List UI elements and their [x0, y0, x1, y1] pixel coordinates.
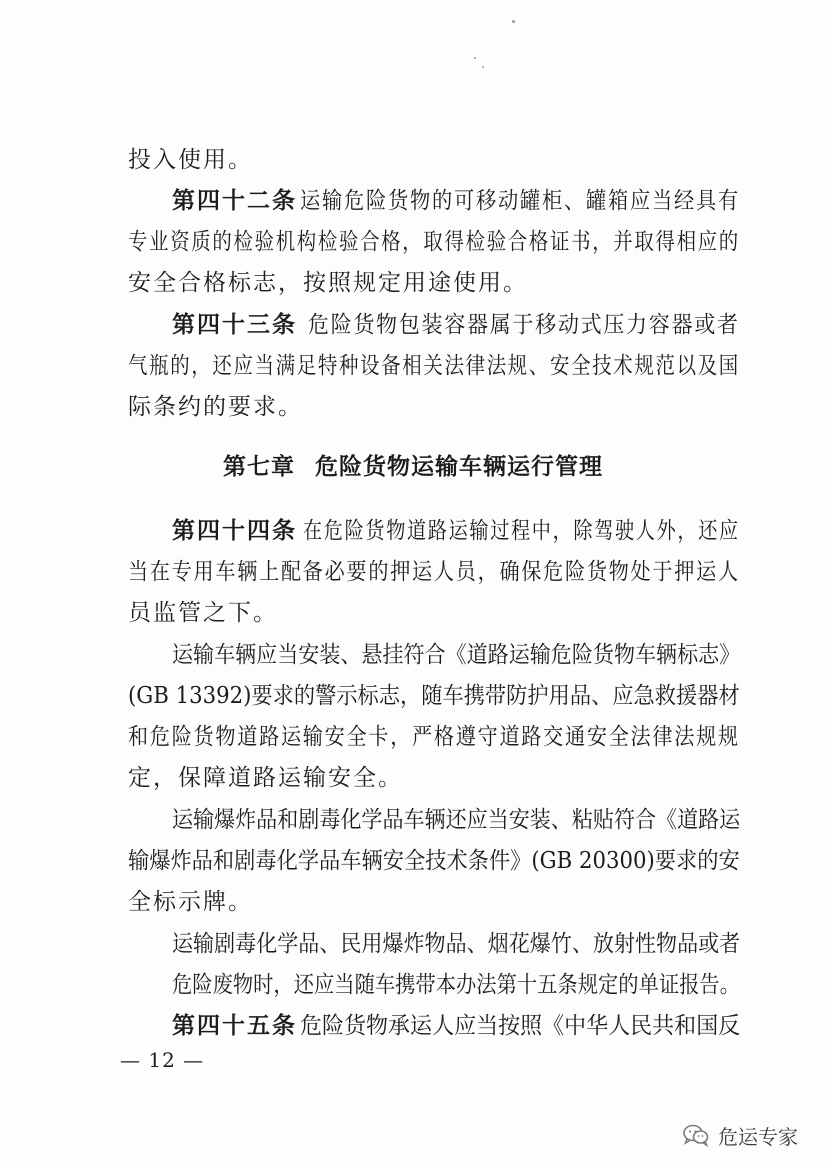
line-text: 输爆炸品和剧毒化学品车辆安全技术条件》(GB 20300)要求的安 — [128, 848, 740, 874]
scan-speck — [512, 20, 515, 23]
scan-speck — [482, 66, 484, 68]
line-text: 气瓶的，还应当满足特种设备相关法律法规、安全技术规范以及国 — [128, 353, 740, 379]
body-line — [0, 389, 826, 425]
body-line — [0, 678, 826, 714]
line-text: 定，保障道路运输安全。 — [128, 765, 403, 791]
scan-speck — [474, 57, 476, 59]
line-text: 安全合格标志，按照规定用途使用。 — [128, 270, 528, 296]
line-text: 运输危险货物的可移动罐柜、罐箱应当经具有 — [300, 188, 740, 214]
body-line — [0, 760, 826, 796]
line-text: 和危险货物道路运输安全卡，严格遵守道路交通安全法律法规规 — [128, 724, 740, 750]
line-text: 投入使用。 — [128, 147, 253, 173]
wechat-icon — [682, 1123, 710, 1147]
line-text: 全标示牌。 — [128, 889, 253, 915]
page-number: — 12 — — [120, 1048, 205, 1072]
line-text: 在危险货物道路运输过程中，除驾驶人外，还应 — [303, 518, 740, 544]
line-text: (GB 13392)要求的警示标志，随车携带防护用品、应急救援器材 — [128, 683, 740, 709]
article-43-line — [0, 307, 826, 343]
line-text: 运输剧毒化学品、民用爆炸物品、烟花爆竹、放射性物品或者 — [172, 931, 741, 957]
line-text: 员监管之下。 — [128, 600, 278, 626]
article-42-line — [0, 183, 826, 219]
body-line — [0, 265, 826, 301]
body-line — [0, 142, 826, 178]
body-line — [0, 637, 826, 673]
article-heading: 第四十五条 — [172, 1013, 297, 1039]
line-text: 专业资质的检验机构检验合格，取得检验合格证书，并取得相应的 — [128, 229, 740, 255]
body-line — [0, 967, 826, 1003]
line-text: 危险货物承运人应当按照《中华人民共和国反 — [300, 1013, 741, 1039]
body-line — [0, 719, 826, 755]
body-line — [0, 348, 826, 384]
body-line — [0, 843, 826, 879]
watermark-text: 危运专家 — [718, 1124, 798, 1149]
article-44-line — [0, 513, 826, 549]
line-text: 际条约的要求。 — [128, 394, 303, 420]
body-line — [0, 554, 826, 590]
line-text: 危险废物时，还应当随车携带本办法第十五条规定的单证报告。 — [172, 972, 741, 998]
article-heading: 第四十二条 — [172, 188, 297, 214]
chapter-name: 危险货物运输车辆运行管理 — [315, 454, 603, 480]
chapter-title — [0, 449, 826, 485]
line-text: 危险货物包装容器属于移动式压力容器或者 — [308, 312, 740, 338]
account-watermark — [682, 1120, 798, 1150]
article-heading: 第四十三条 — [172, 312, 297, 338]
article-45-line — [0, 1008, 826, 1044]
body-line — [0, 926, 826, 962]
chapter-label: 第七章 — [223, 454, 295, 480]
body-line — [0, 595, 826, 631]
body-line — [0, 224, 826, 260]
article-heading: 第四十四条 — [172, 518, 297, 544]
line-text: 当在专用车辆上配备必要的押运人员，确保危险货物处于押运人 — [128, 559, 740, 585]
line-text: 运输爆炸品和剧毒化学品车辆还应当安装、粘贴符合《道路运 — [172, 807, 741, 833]
line-text: 运输车辆应当安装、悬挂符合《道路运输危险货物车辆标志》 — [172, 642, 741, 668]
body-line — [0, 884, 826, 920]
body-line — [0, 802, 826, 838]
